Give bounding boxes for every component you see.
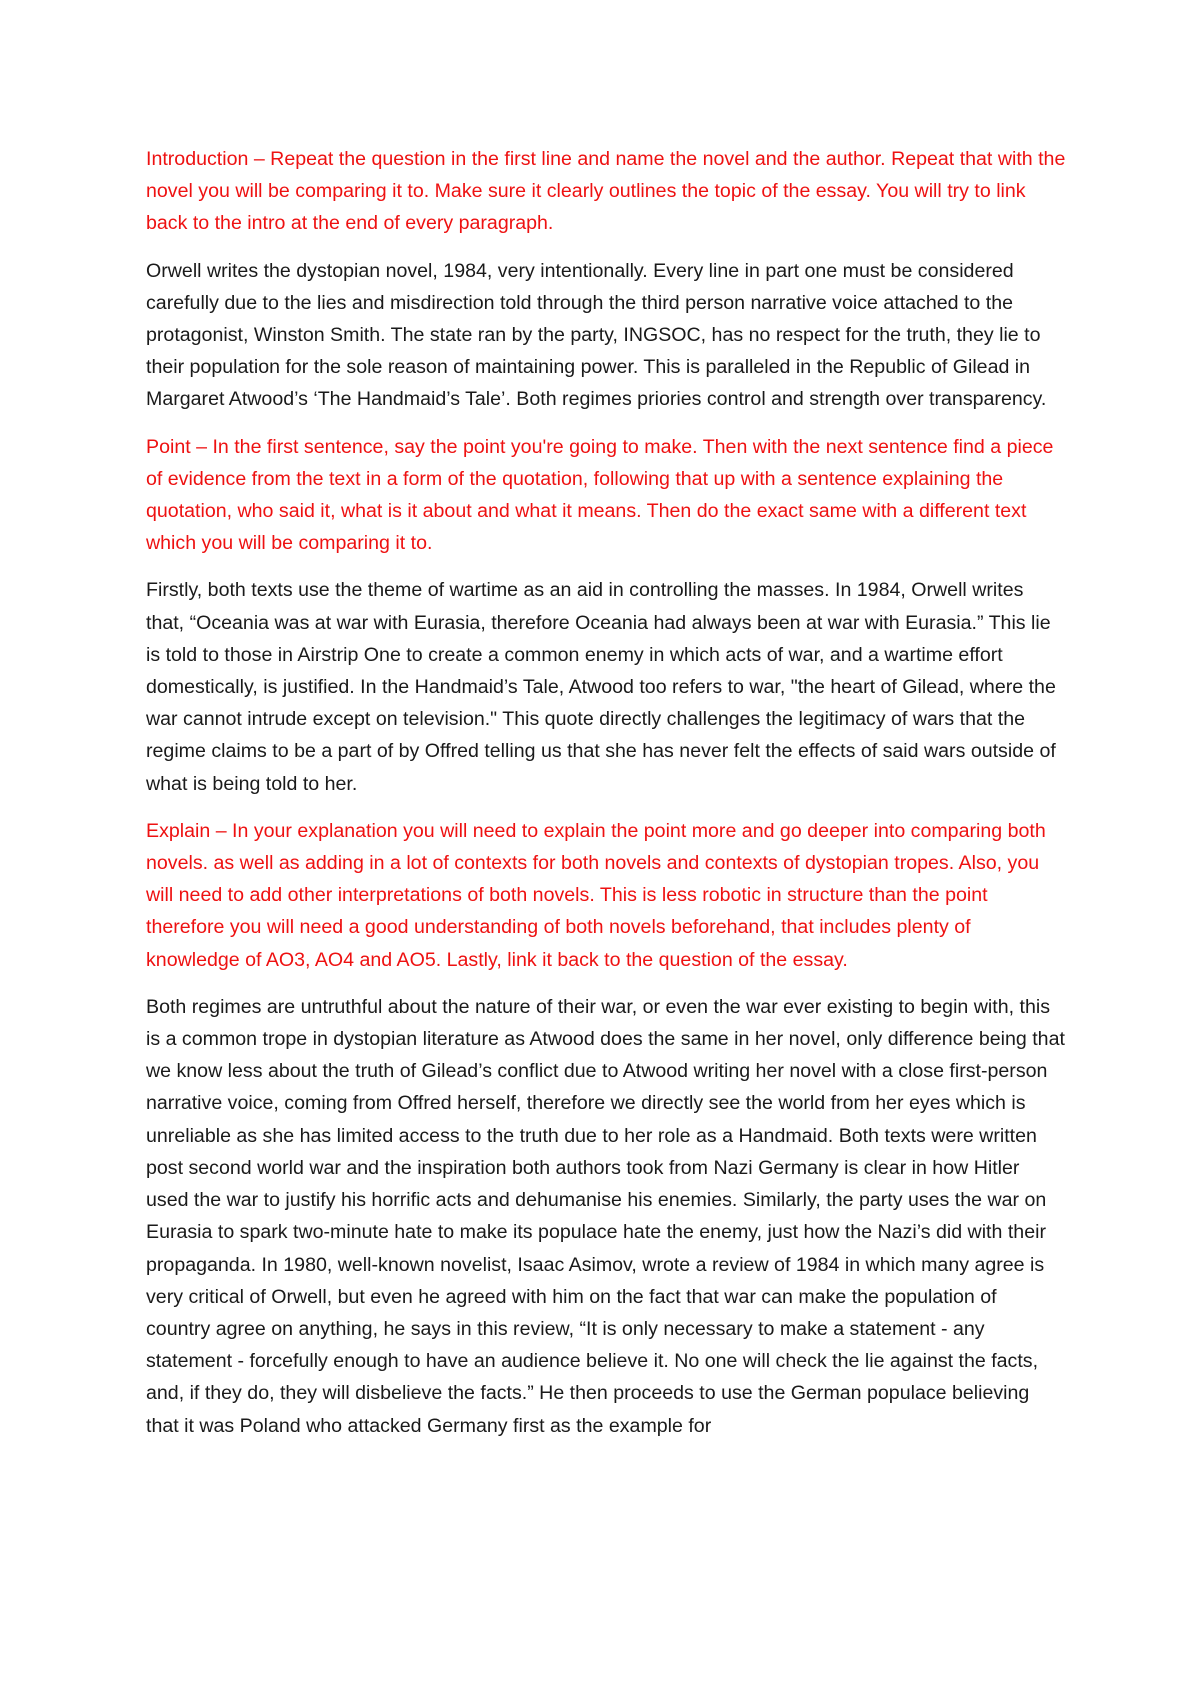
- body-paragraph-introduction: Orwell writes the dystopian novel, 1984, very intentionally. Every line in part one must be considered carefully due to the lies and misdirection told through the third person narrative voice attached to the protagonist, Winston Smith. The state ran by the party, INGSOC, has no respect for the truth, they lie to their population for the sole reason of maintaining power. This is paralleled in the Republic of Gilead in Margaret Atwood’s ‘The Handmaid’s Tale’. Both regimes priories control and strength over transparency.: [146, 259, 1047, 411]
- guidance-explain: Explain – In your explanation you will need to explain the point more and go deeper into comparing both novels. as well as adding in a lot of contexts for both novels and contexts of dystopian tropes. Also, you will need to add other interpretations of both novels. This is less robotic in structure than the point therefore you will need a good understanding of both novels beforehand, that includes plenty of knowledge of AO3, AO4 and AO5. Lastly, link it back to the question of the essay.: [146, 819, 1046, 971]
- body-paragraph-point: Firstly, both texts use the theme of wartime as an aid in controlling the masses. In 1984, Orwell writes that, “Oceania was at war with Eurasia, therefore Oceania had always been at war with Eurasia.” This lie is told to those in Airstrip One to create a common enemy in which acts of war, and a wartime effort domestically, is justified. In the Handmaid’s Tale, Atwood too refers to war, "the heart of Gilead, where the war cannot intrude except on television." This quote directly challenges the legitimacy of wars that the regime claims to be a part of by Offred telling us that she has never felt the effects of said wars outside of what is being told to her.: [146, 579, 1056, 795]
- document-body: [146, 143, 1066, 1457]
- guidance-introduction: Introduction – Repeat the question in the first line and name the novel and the author. Repeat that with the novel you will be comparing it to. Make sure it clearly outlines the topic of the essay. You will try to link back to the intro at the end of every paragraph.: [146, 148, 1066, 235]
- body-paragraph-explain: Both regimes are untruthful about the nature of their war, or even the war ever existing to begin with, this is a common trope in dystopian literature as Atwood does the same in her novel, only difference being that we know less about the truth of Gilead’s conflict due to Atwood writing her novel with a close first-person narrative voice, coming from Offred herself, therefore we directly see the world from her eyes which is unreliable as she has limited access to the truth due to her role as a Handmaid. Both texts were written post second world war and the inspiration both authors took from Nazi Germany is clear in how Hitler used the war to justify his horrific acts and dehumanise his enemies. Similarly, the party uses the war on Eurasia to spark two-minute hate to make its populace hate the enemy, just how the Nazi’s did with their propaganda. In 1980, well-known novelist, Isaac Asimov, wrote a review of 1984 in which many agree is very critical of Orwell, but even he agreed with him on the fact that war can make the population of country agree on anything, he says in this review, “It is only necessary to make a statement - any statement - forcefully enough to have an audience believe it. No one will check the lie against the facts, and, if they do, they will disbelieve the facts.” He then proceeds to use the German populace believing that it was Poland who attacked Germany first as the example for: [146, 995, 1065, 1437]
- guidance-point: Point – In the first sentence, say the point you're going to make. Then with the next sentence find a piece of evidence from the text in a form of the quotation, following that up with a sentence explaining the quotation, who said it, what is it about and what it means. Then do the exact same with a different text which you will be comparing it to.: [146, 435, 1054, 555]
